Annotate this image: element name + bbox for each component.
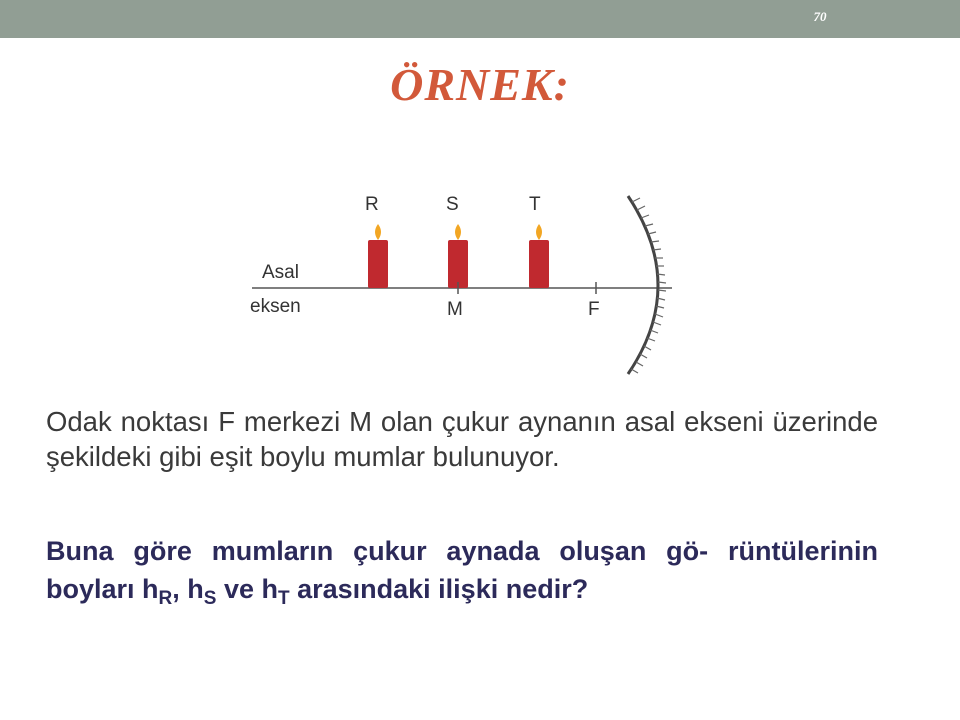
- mirror-diagram: [240, 180, 700, 380]
- slide-number: 70: [813, 9, 827, 24]
- mirror-diagram-svg: [240, 180, 700, 380]
- header-bar: [0, 0, 960, 38]
- subscript-r: R: [158, 588, 173, 609]
- candle-t: [529, 194, 549, 288]
- point-f-label: F: [588, 299, 600, 320]
- mirror-surface: [628, 196, 658, 374]
- subscript-t: T: [277, 588, 290, 609]
- mirror-hatching: [631, 198, 666, 373]
- prompt-part1: Buna göre mumların çukur aynada oluşan gö- rüntülerinin boyları h: [46, 536, 878, 604]
- axis-label-asal: Asal: [262, 262, 299, 283]
- point-m-label: M: [447, 299, 463, 320]
- axis-label-eksen: eksen: [250, 296, 301, 317]
- flame-icon: [375, 224, 381, 240]
- candle-body: [368, 240, 388, 288]
- question-text: Odak noktası F merkezi M olan çukur aynanın asal ekseni üzerinde şekildeki gibi eşit boylu mumlar bulunuyor.: [46, 406, 878, 472]
- candle-label-s: S: [446, 194, 459, 215]
- candle-label-t: T: [529, 194, 541, 215]
- subscript-s: S: [203, 588, 217, 609]
- candle-r: [365, 194, 388, 288]
- page-title: ÖRNEK:: [390, 59, 570, 110]
- candle-body: [529, 240, 549, 288]
- prompt-part2: arasındaki ilişki nedir?: [289, 574, 589, 604]
- flame-icon: [455, 224, 461, 240]
- candle-body: [448, 240, 468, 288]
- question-prompt: [46, 532, 878, 618]
- candle-label-r: R: [365, 194, 379, 215]
- flame-icon: [536, 224, 542, 240]
- concave-mirror: [628, 196, 666, 374]
- prompt-comma: , h: [172, 574, 204, 604]
- prompt-and: ve h: [216, 574, 278, 604]
- candle-s: [446, 194, 468, 288]
